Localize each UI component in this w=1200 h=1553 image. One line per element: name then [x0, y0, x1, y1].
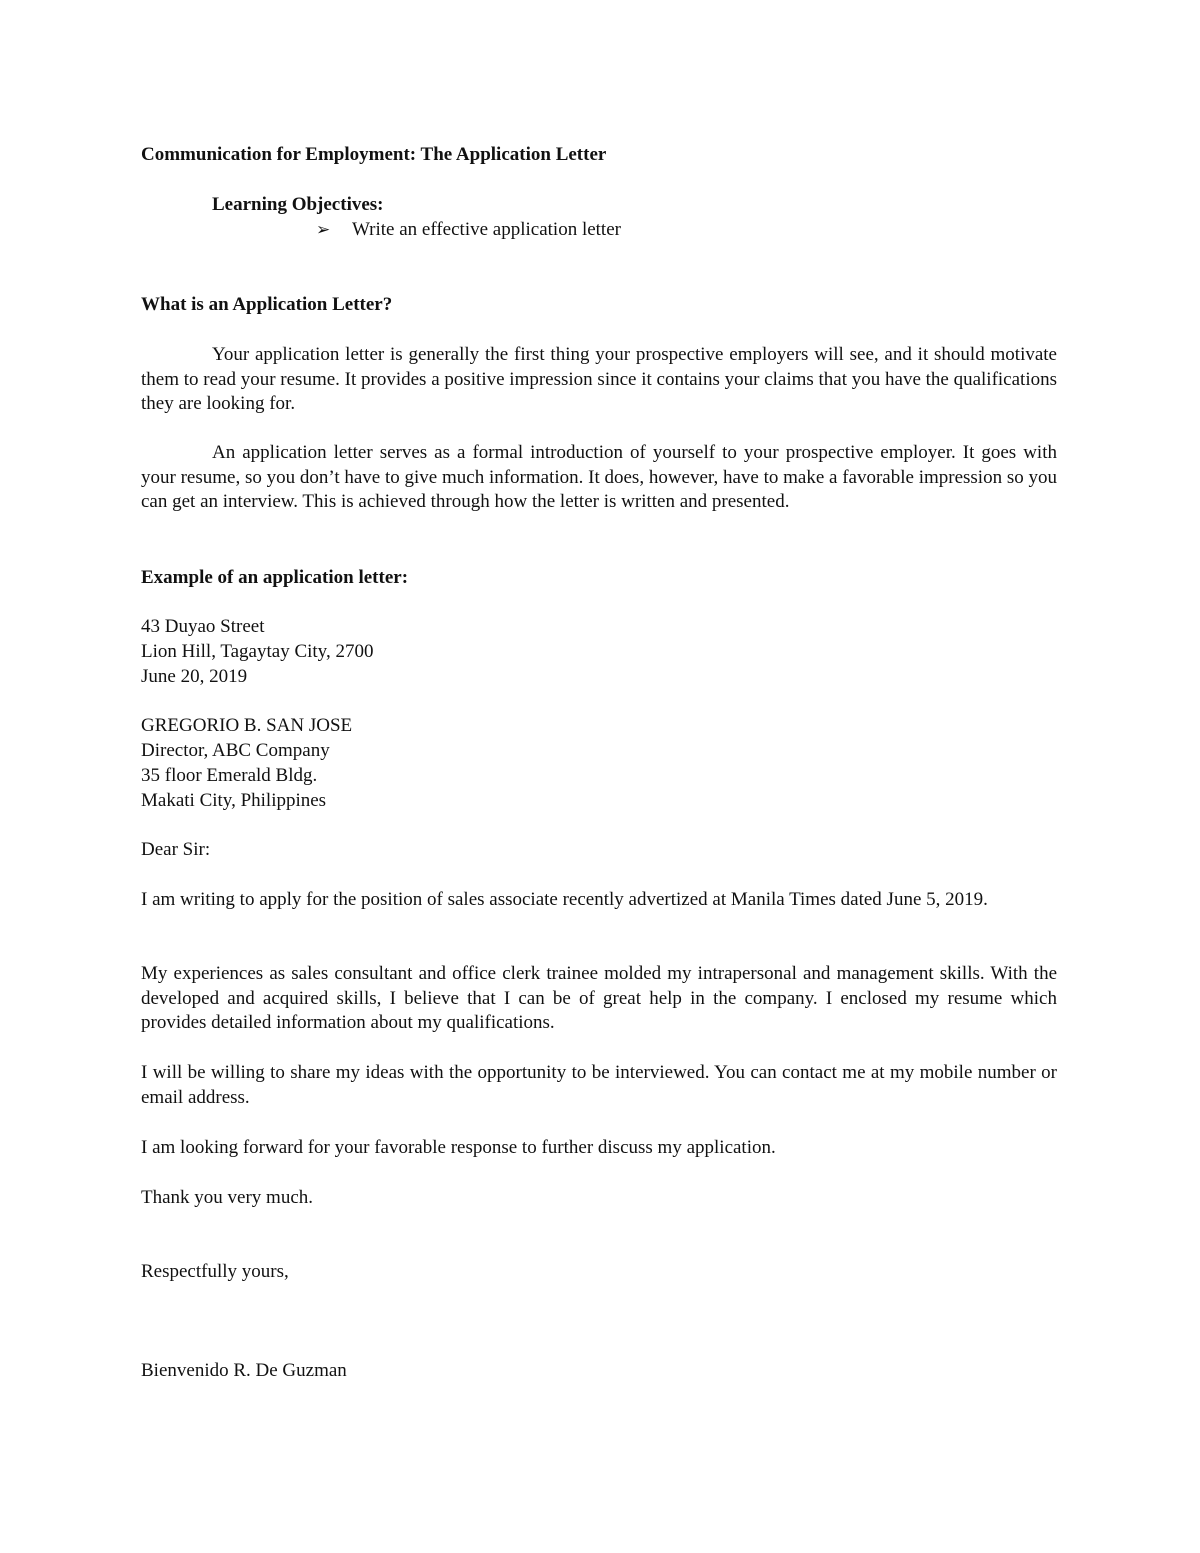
- recipient-line: GREGORIO B. SAN JOSE: [141, 715, 353, 736]
- recipient-line: Director, ABC Company: [141, 740, 330, 761]
- letter-body-paragraph: I will be willing to share my ideas with the opportunity to be interviewed. You can contact me at my mobile number or email address.: [141, 1062, 1057, 1108]
- objectives-heading: Learning Objectives:: [212, 194, 384, 215]
- letter-body-paragraph: My experiences as sales consultant and office clerk trainee molded my intrapersonal and management skills. With the developed and acquired skills, I believe that I can be of great help in the company. I enclosed my resume which provides detailed information about my qualifications.: [141, 963, 1057, 1034]
- letter-body-paragraph: I am writing to apply for the position of sales associate recently advertized at Manila Times dated June 5, 2019.: [141, 889, 988, 910]
- letter-signature: Bienvenido R. De Guzman: [141, 1360, 347, 1381]
- letter-thanks: Thank you very much.: [141, 1187, 314, 1208]
- recipient-line: Makati City, Philippines: [141, 790, 327, 811]
- letter-body-paragraph: I am looking forward for your favorable response to further discuss my application.: [141, 1137, 776, 1158]
- objective-text: Write an effective application letter: [352, 219, 621, 240]
- objective-item: [316, 218, 621, 242]
- intro-paragraph-2: An application letter serves as a formal introduction of yourself to your prospective employer. It goes with your resume, so you don’t have to give much information. It does, however, have to make a favorable impression so you can get an interview. This is achieved through how the letter is written and presented.: [141, 442, 1057, 513]
- letter-closing: Respectfully yours,: [141, 1261, 289, 1282]
- section-heading-what-is: What is an Application Letter?: [141, 294, 393, 315]
- salutation: Dear Sir:: [141, 839, 211, 860]
- intro-paragraph-1: Your application letter is generally the first thing your prospective employers will see, and it should motivate them to read your resume. It provides a positive impression since it contains your claims that you have the qualifications they are looking for.: [141, 344, 1057, 415]
- recipient-line: 35 floor Emerald Bldg.: [141, 765, 318, 786]
- document-title: Communication for Employment: The Application Letter: [141, 144, 607, 165]
- arrowhead-bullet-icon: ➢: [316, 220, 331, 240]
- example-heading: Example of an application letter:: [141, 567, 409, 588]
- letter-date: June 20, 2019: [141, 666, 248, 687]
- sender-address-line: 43 Duyao Street: [141, 616, 265, 637]
- sender-address-line: Lion Hill, Tagaytay City, 2700: [141, 641, 374, 662]
